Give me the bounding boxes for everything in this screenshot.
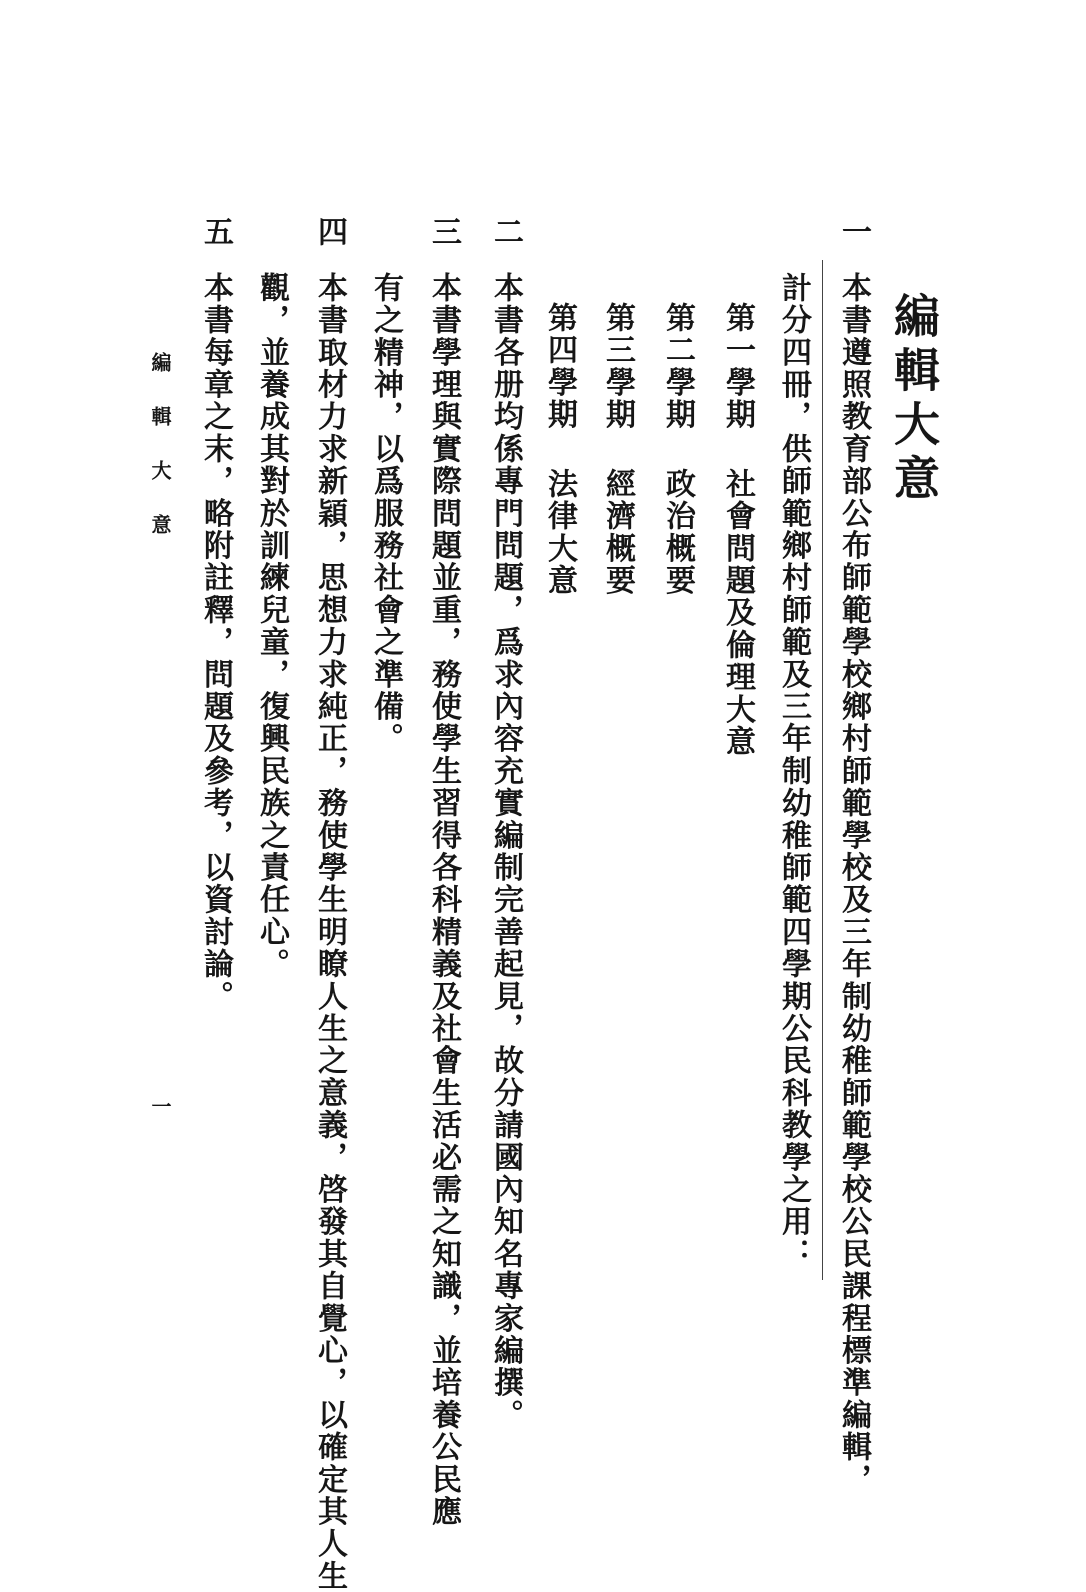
term-label: 第四學期 (542, 302, 577, 431)
running-head: 編輯大意 (148, 352, 172, 568)
item-4-line-1: 本書取材力求新穎，思想力求純正，務使學生明瞭人生之意義，啓發其自覺心，以確定其人生 (312, 272, 347, 1592)
item-4-line-2: 觀，並養成其對於訓練兒童，復興民族之責任心。 (254, 272, 289, 981)
term-value: 法律大意 (542, 468, 577, 597)
item-number: 三 (426, 216, 461, 249)
item-3-line-1: 本書學理與實際問題並重，務使學生習得各科精義及社會生活必需之知識，並培養公民應 (426, 272, 461, 1528)
term-label: 第一學期 (720, 302, 755, 431)
item-number: 四 (312, 216, 347, 249)
item-number: 二 (488, 216, 523, 249)
item-number: 一 (836, 216, 871, 249)
item-2-line-1: 本書各册均係專門問題，爲求內容充實編制完善起見，故分請國內知名專家編撰。 (488, 272, 523, 1432)
item-number: 五 (198, 216, 233, 249)
term-label: 第二學期 (660, 302, 695, 431)
page-title: 編輯大意 (887, 292, 941, 508)
column-rule (822, 260, 823, 1280)
item-3-line-2: 有之精神，以爲服務社會之準備。 (368, 272, 403, 755)
page-number: 一 (148, 1096, 172, 1150)
item-1-line-2: 計分四冊，供師範鄉村師範及三年制幼稚師範四學期公民科教學之用： (776, 272, 811, 1271)
term-label: 第三學期 (600, 302, 635, 431)
term-value: 社會問題及倫理大意 (720, 468, 755, 758)
term-value: 經濟概要 (600, 468, 635, 597)
item-1-line-1: 本書遵照教育部公布師範學校鄉村師範學校及三年制幼稚師範學校公民課程標準編輯， (836, 272, 871, 1496)
item-5-line-1: 本書每章之末，略附註釋，問題及參考，以資討論。 (198, 272, 233, 1013)
term-value: 政治概要 (660, 468, 695, 597)
